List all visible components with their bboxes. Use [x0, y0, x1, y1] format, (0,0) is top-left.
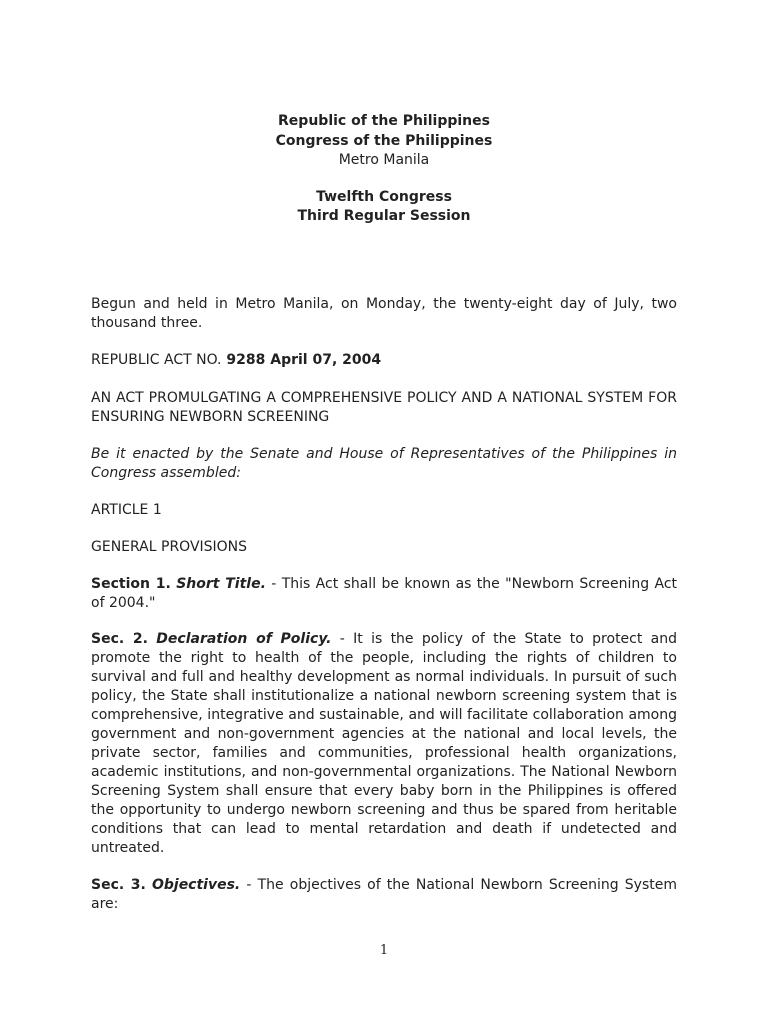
article-title: GENERAL PROVISIONS [91, 539, 248, 555]
section-label: Sec. 3. [91, 877, 146, 893]
section-title: Short Title. [176, 576, 266, 592]
header-location: Metro Manila [338, 152, 430, 168]
section-3 [91, 876, 677, 914]
header-congress-number: Twelfth Congress [316, 188, 452, 205]
section-1 [91, 575, 677, 613]
section-title: Objectives. [151, 877, 241, 893]
section-text: - The objectives of the National Newborn Screening System are: [91, 877, 677, 912]
page-number: 1 [379, 943, 389, 958]
enacting-clause: Be it enacted by the Senate and House of Representatives of the Philippines in Congress assembled: [91, 446, 677, 481]
section-label: Section 1. [91, 576, 171, 592]
section-label: Sec. 2. [91, 631, 148, 647]
act-number [91, 351, 677, 370]
document-header [0, 112, 768, 227]
section-text: - This Act shall be known as the "Newborn Screening Act of 2004." [91, 576, 678, 611]
act-number-date: 9288 April 07, 2004 [221, 352, 382, 368]
section-text: - It is the policy of the State to protect and promote the right to health of the people, including the rights of children to survival and full and healthy development as normal individuals. In pursuit of such policy, the State shall institutionalize a national newborn screening system that is comprehensive, integrative and sustainable, and will facilitate collaboration among government and non-government agencies at the national and local levels, the private sector, families and communities, professional health organizations, academic institutions, and non-governmental organizations. The National Newborn Screening System shall ensure that every baby born in the Philippines is offered the opportunity to undergo newborn screening and thus be spared from heritable conditions that can lead to mental retardation and death if undetected and untreated. [91, 631, 678, 856]
header-session: Third Regular Session [297, 208, 471, 224]
act-title: AN ACT PROMULGATING A COMPREHENSIVE POLICY AND A NATIONAL SYSTEM FOR ENSURING NEWBORN SCREENING [91, 390, 677, 425]
section-2 [91, 630, 677, 858]
intro-paragraph: Begun and held in Metro Manila, on Monday, the twenty-eight day of July, two thousand three. [91, 296, 677, 331]
header-republic: Republic of the Philippines [278, 113, 490, 129]
section-title: Declaration of Policy. [156, 631, 332, 647]
article-heading: ARTICLE 1 [91, 502, 162, 518]
act-number-prefix: REPUBLIC ACT NO. [91, 352, 222, 368]
header-congress: Congress of the Philippines [275, 132, 493, 149]
